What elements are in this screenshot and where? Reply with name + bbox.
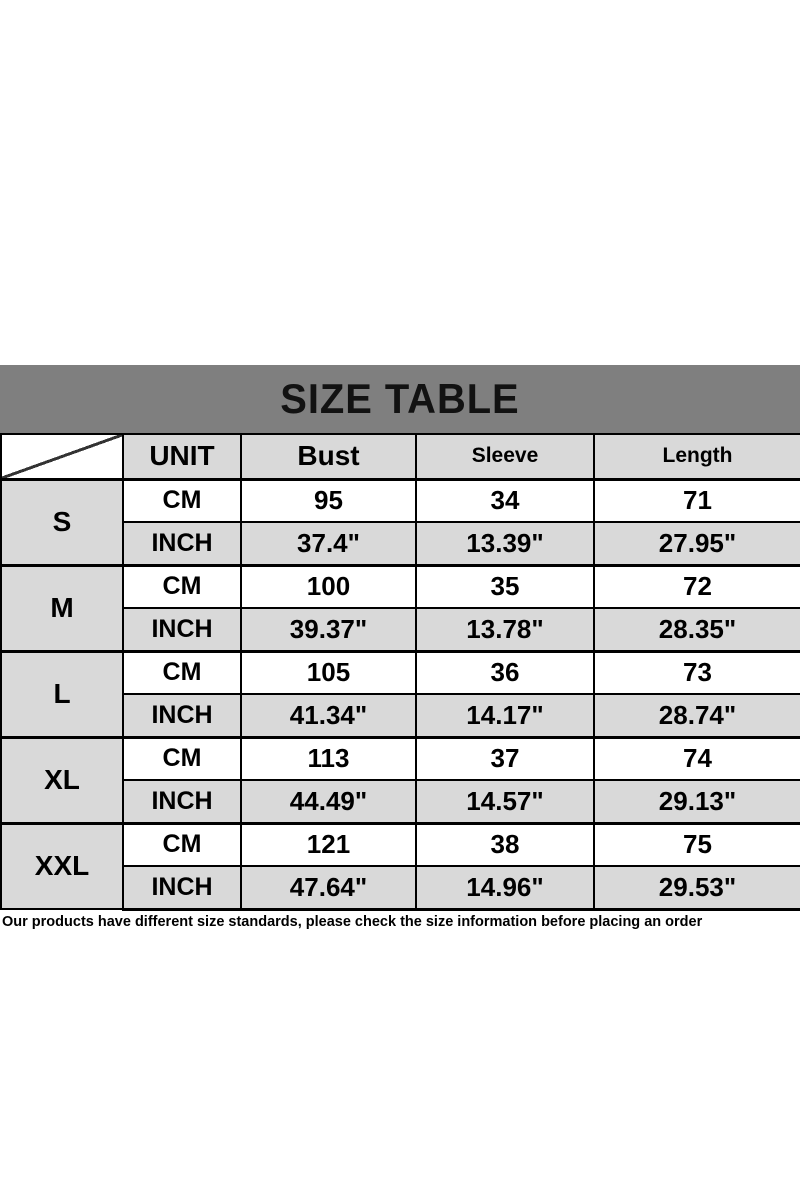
table-row: [1, 823, 800, 866]
bust-inch-value: 39.37": [241, 608, 416, 651]
unit-label: CM: [123, 737, 241, 780]
bust-inch-value: 44.49": [241, 780, 416, 823]
sleeve-inch-value: 14.17": [416, 694, 594, 737]
sleeve-cm-value: 35: [416, 565, 594, 608]
page-title: SIZE TABLE: [280, 375, 520, 422]
length-cm-value: 73: [594, 651, 800, 694]
header-row: [1, 434, 800, 479]
length-inch-value: 29.53": [594, 866, 800, 909]
length-inch-value: 27.95": [594, 522, 800, 565]
bust-cm-value: 105: [241, 651, 416, 694]
sleeve-cm-value: 38: [416, 823, 594, 866]
table-row: [1, 651, 800, 694]
length-inch-value: 29.13": [594, 780, 800, 823]
bust-cm-value: 113: [241, 737, 416, 780]
size-table: [0, 433, 800, 911]
unit-label: CM: [123, 823, 241, 866]
unit-label: CM: [123, 565, 241, 608]
sleeve-inch-value: 14.57": [416, 780, 594, 823]
unit-label: CM: [123, 651, 241, 694]
size-label-m: M: [1, 565, 123, 651]
length-inch-value: 28.74": [594, 694, 800, 737]
sleeve-cm-value: 37: [416, 737, 594, 780]
unit-label: INCH: [123, 866, 241, 909]
bust-cm-value: 100: [241, 565, 416, 608]
sleeve-inch-value: 14.96": [416, 866, 594, 909]
bust-inch-value: 37.4": [241, 522, 416, 565]
length-cm-value: 75: [594, 823, 800, 866]
col-header-sleeve: Sleeve: [416, 434, 594, 479]
size-label-l: L: [1, 651, 123, 737]
bust-inch-value: 41.34": [241, 694, 416, 737]
sleeve-cm-value: 34: [416, 479, 594, 522]
table-row: [1, 479, 800, 522]
size-label-xl: XL: [1, 737, 123, 823]
length-cm-value: 72: [594, 565, 800, 608]
footnote: Our products have different size standards, please check the size information before placing an order: [2, 913, 703, 930]
bust-inch-value: 47.64": [241, 866, 416, 909]
unit-label: CM: [123, 479, 241, 522]
unit-label: INCH: [123, 608, 241, 651]
table-row: [1, 565, 800, 608]
bust-cm-value: 121: [241, 823, 416, 866]
bust-cm-value: 95: [241, 479, 416, 522]
sleeve-inch-value: 13.78": [416, 608, 594, 651]
unit-label: INCH: [123, 522, 241, 565]
size-label-xxl: XXL: [1, 823, 123, 909]
unit-label: INCH: [123, 694, 241, 737]
table-row: [1, 737, 800, 780]
size-label-s: S: [1, 479, 123, 565]
length-cm-value: 74: [594, 737, 800, 780]
col-header-unit: UNIT: [123, 434, 241, 479]
unit-label: INCH: [123, 780, 241, 823]
title-bar: [0, 365, 800, 433]
length-cm-value: 71: [594, 479, 800, 522]
sleeve-inch-value: 13.39": [416, 522, 594, 565]
col-header-length: Length: [594, 434, 800, 479]
diagonal-header-cell: [1, 434, 123, 479]
top-whitespace: [0, 0, 800, 365]
sleeve-cm-value: 36: [416, 651, 594, 694]
length-inch-value: 28.35": [594, 608, 800, 651]
col-header-bust: Bust: [241, 434, 416, 479]
